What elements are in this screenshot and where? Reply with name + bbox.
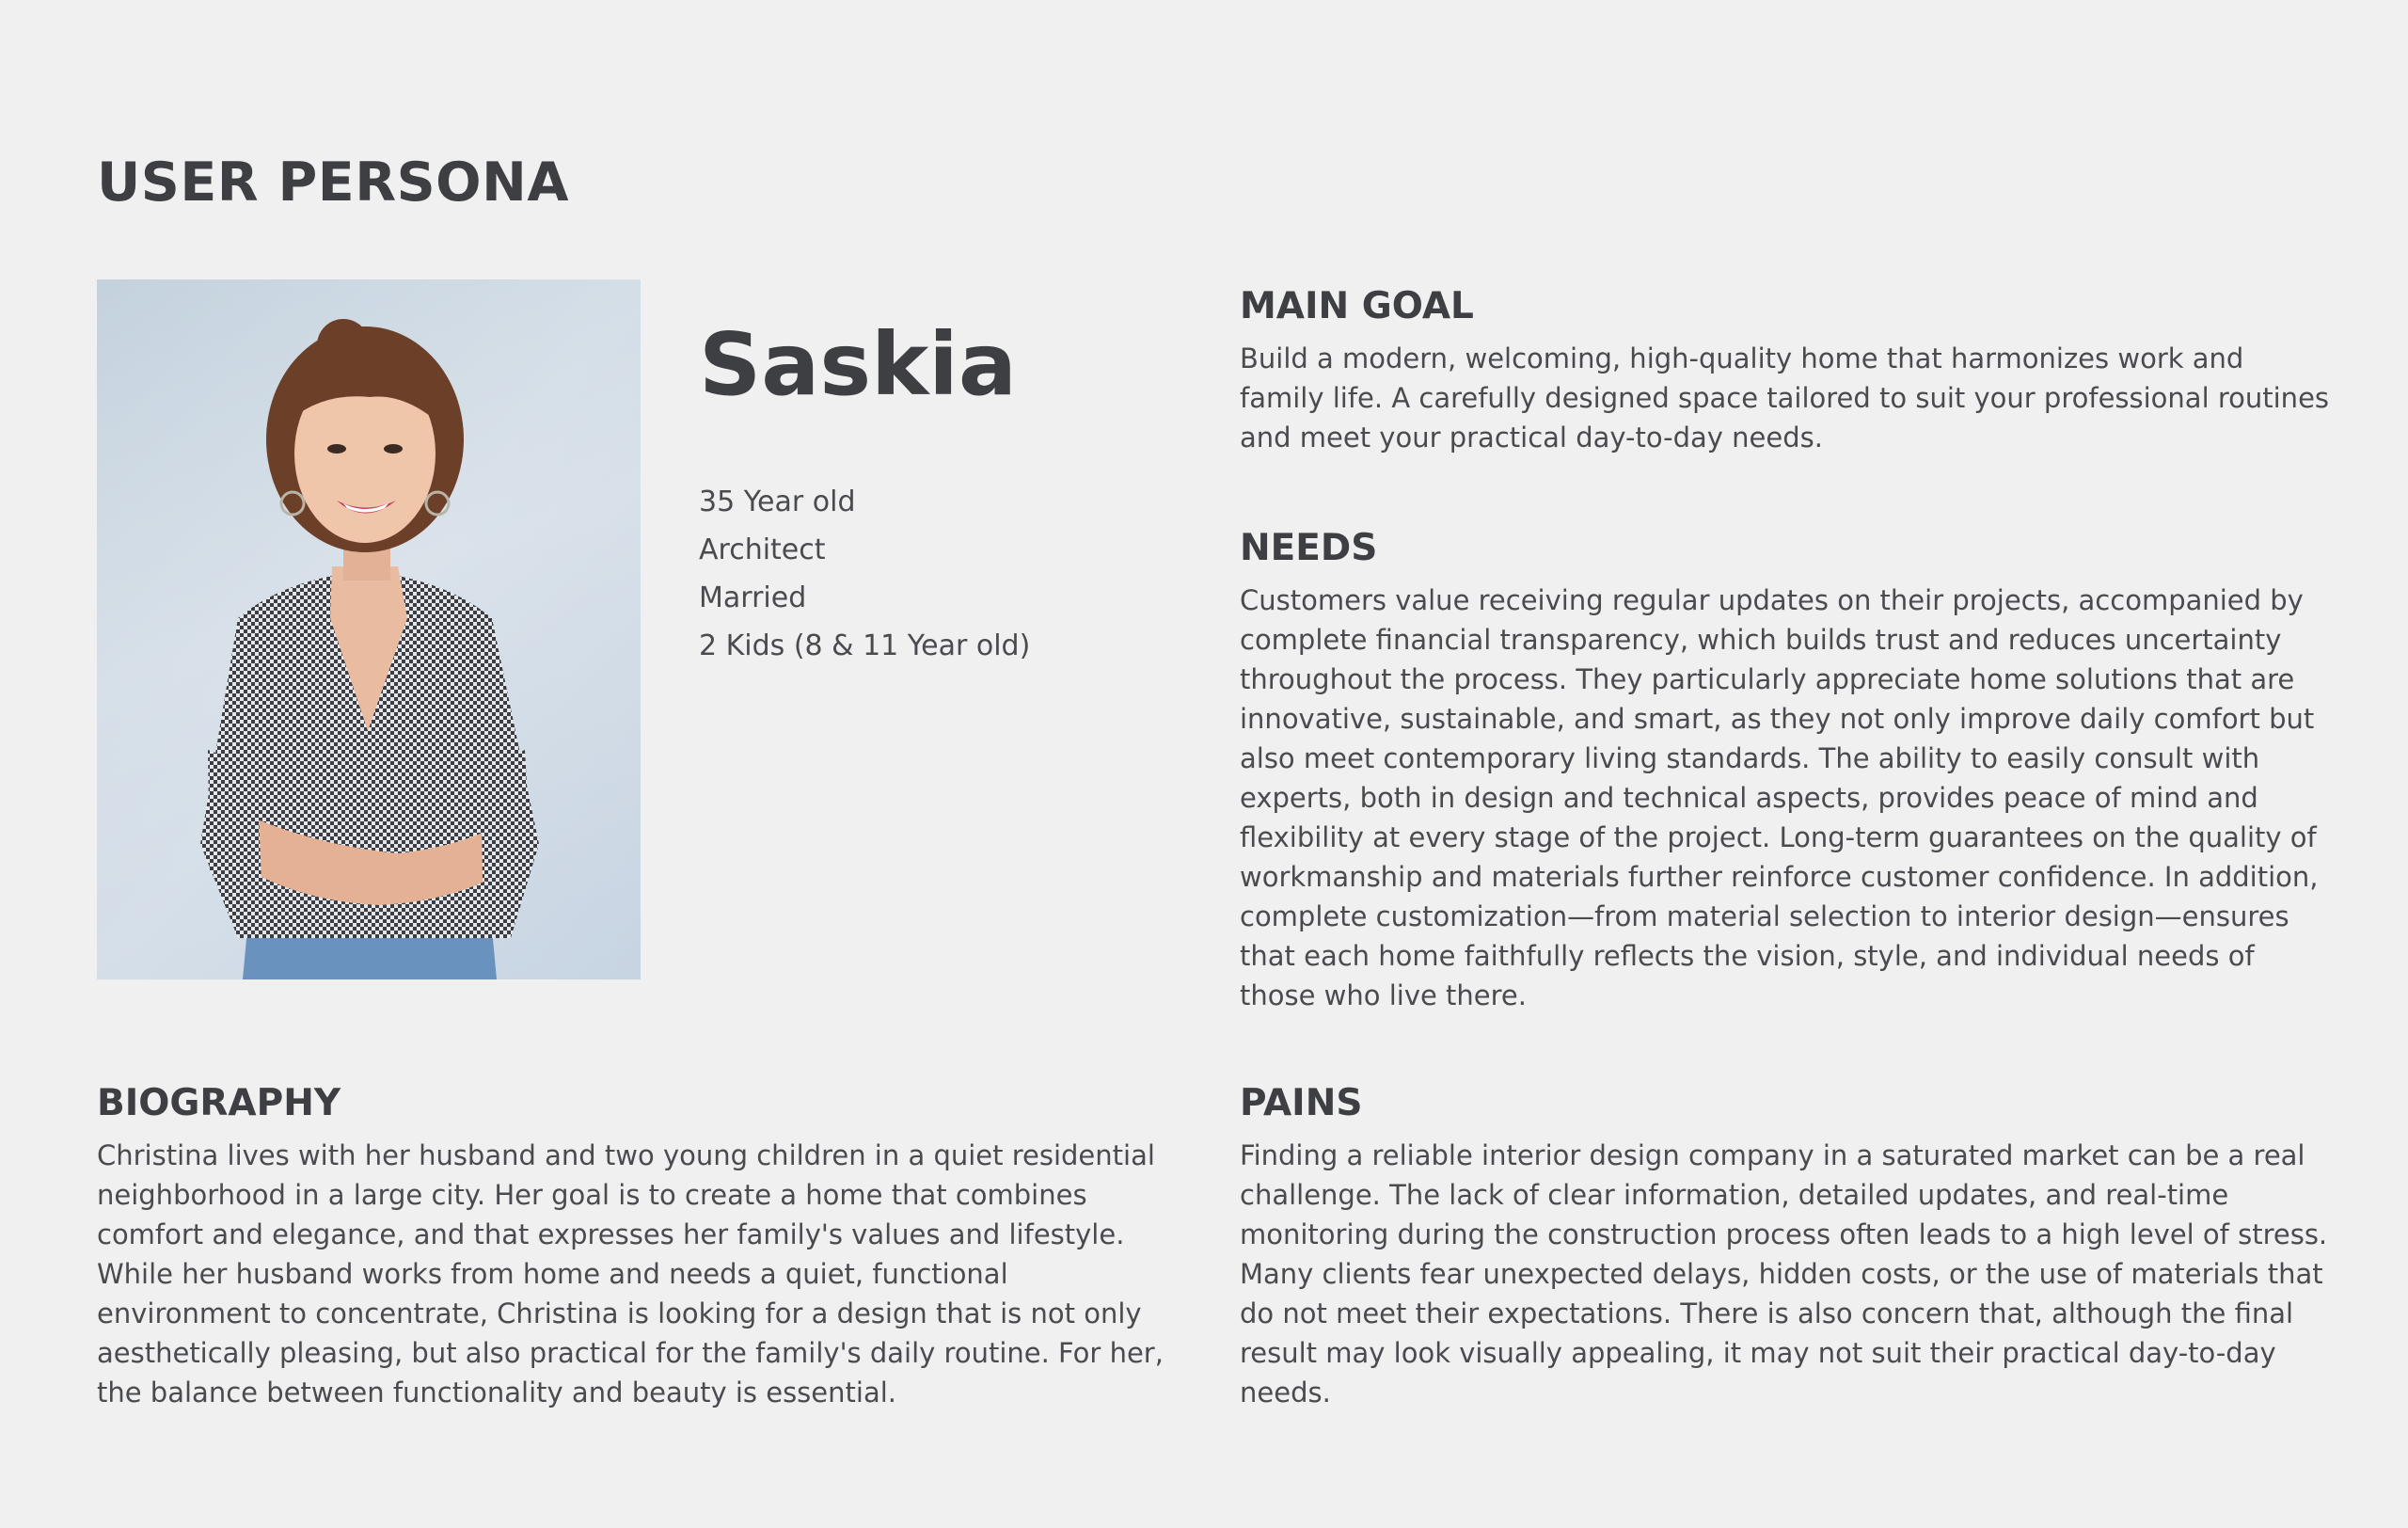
needs-section [1240,526,2331,1015]
main-goal-heading: MAIN GOAL [1240,285,1474,327]
fact-occupation: Architect [699,533,826,566]
main-goal-section [1240,284,2331,457]
pains-text: Finding a reliable interior design company in a saturated market can be a real challenge. The lack of clear information, detailed updates, and real-time monitoring during the construction process often leads to a high level of stress. Many clients fear unexpected delays, hidden costs, or the use of materials that do not meet their expectations. There is also concern that, although the final result may look visually appealing, it may not suit their practical day-to-day needs. [1240,1139,2328,1409]
fact-marital-status: Married [699,581,807,614]
fact-age: 35 Year old [699,485,856,518]
persona-photo [97,279,641,979]
needs-heading: NEEDS [1240,527,1378,569]
main-goal-text: Build a modern, welcoming, high-quality home that harmonizes work and family life. A carefully designed space tailored to suit your professional routines and meet your practical day-to-day needs. [1240,342,2330,454]
persona-name: Saskia [699,314,1017,415]
pains-heading: PAINS [1240,1082,1363,1124]
persona-facts [699,478,1030,670]
biography-section [97,1081,1188,1412]
pains-section [1240,1081,2331,1412]
biography-text: Christina lives with her husband and two young children in a quiet residential neighborhood in a large city. Her goal is to create a home that combines comfort and elegance, and that expresses her family's values and lifestyle. While her husband works from home and needs a quiet, functional environment to concentrate, Christina is looking for a design that is not only aesthetically pleasing, but also practical for the family's daily routine. For her, the balance between functionality and beauty is essential. [97,1139,1164,1409]
biography-heading: BIOGRAPHY [97,1082,341,1124]
fact-children: 2 Kids (8 & 11 Year old) [699,629,1031,662]
needs-text: Customers value receiving regular updates on their projects, accompanied by complete financial transparency, which builds trust and reduces uncertainty throughout the process. They particularly appreciate home solutions that are innovative, sustainable, and smart, as they not only improve daily comfort but also meet contemporary living standards. The ability to easily consult with experts, both in design and technical aspects, provides peace of mind and flexibility at every stage of the project. Long-term guarantees on the quality of workmanship and materials further reinforce customer confidence. In addition, complete customization—from material selection to interior design—ensures that each home faithfully reflects the vision, style, and individual needs of those who live there. [1240,584,2319,1011]
page-title: USER PERSONA [97,151,569,214]
